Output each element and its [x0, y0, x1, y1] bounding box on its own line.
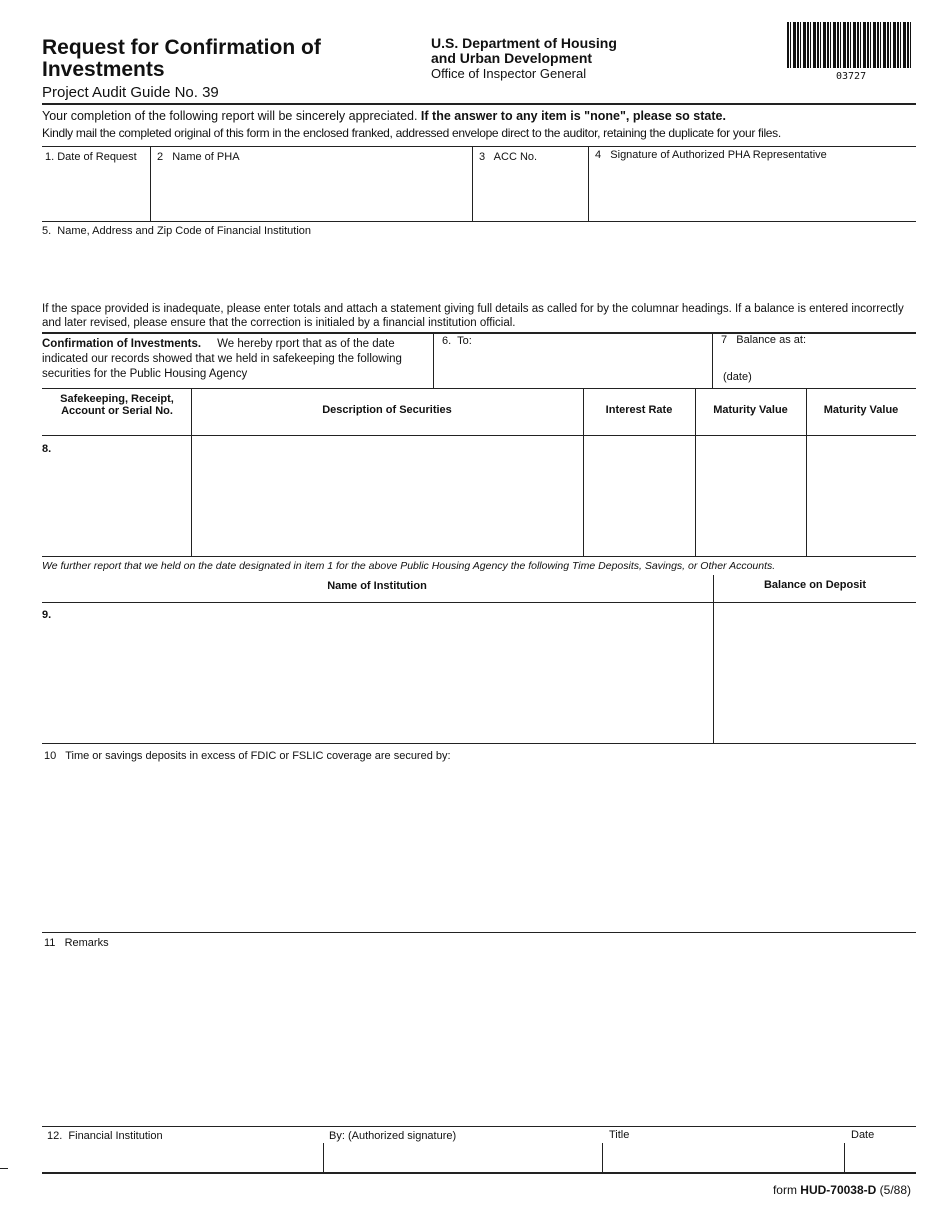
agency-name-line1: U.S. Department of Housing [431, 35, 617, 51]
to-label: 6. To: [442, 335, 472, 347]
row-9-label: 9. [42, 609, 52, 621]
pha-signature-label: 4 Signature of Authorized PHA Representative [595, 149, 827, 161]
intro-line2: Kindly mail the completed original of this form in the enclosed franked, addressed envelope direct to the auditor, retaining the duplicate for your files. [42, 126, 781, 140]
inadequate-space-note: If the space provided is inadequate, please enter totals and attach a statement giving full details as called for by the columnar headings. If a balance is entered incorrectly and later revised, please ensure that the correction is initialed by a financial institution official. [42, 303, 904, 329]
header-rule [42, 103, 916, 105]
balance-on-deposit-field[interactable] [715, 604, 915, 741]
confirmation-heading: Confirmation of Investments. [42, 338, 202, 350]
intro-line1-bold: If the answer to any item is "none", please so state. [420, 109, 726, 123]
financial-institution-address-label: 5. Name, Address and Zip Code of Financial Institution [42, 225, 312, 237]
description-field[interactable] [193, 437, 581, 554]
confirmation-statement [42, 337, 422, 382]
description-header: Description of Securities [322, 404, 452, 416]
name-of-pha-label: 2 Name of PHA [157, 151, 240, 163]
confirmation-text: We hereby rport that as of the date indicated our records showed that we held in safekeeping the following securities for the Public Housing Agency [42, 338, 406, 380]
title-field[interactable] [604, 1145, 842, 1171]
form-title-line1: Request for Confirmation of [42, 36, 321, 59]
financial-institution-field[interactable] [44, 1145, 321, 1171]
maturity-value-header-1: Maturity Value [713, 404, 788, 416]
barcode-number: 03727 [836, 71, 867, 82]
interest-rate-field[interactable] [585, 437, 693, 554]
date-label: Date [851, 1129, 875, 1141]
authorized-signature-label: By: (Authorized signature) [329, 1130, 457, 1142]
maturity-value-header-2: Maturity Value [823, 404, 899, 416]
deposits-secured-field[interactable] [42, 766, 916, 930]
further-report-note: We further report that we held on the date designated in item 1 for the above Public Housing Agency the following Time Deposits, Savings, or Other Accounts. [42, 560, 776, 572]
margin-tick [0, 1168, 8, 1169]
intro-line1-plain: Your completion of the following report will be sincerely appreciated. [42, 109, 421, 123]
to-field[interactable] [436, 350, 710, 386]
name-of-pha-field[interactable] [152, 166, 470, 220]
maturity-value-field-2[interactable] [808, 437, 915, 554]
form-number: form HUD-70038-D (5/88) [772, 1183, 911, 1197]
acc-no-label: 3 ACC No. [479, 151, 538, 163]
acc-no-field[interactable] [474, 166, 586, 220]
barcode-image [787, 22, 913, 68]
title-label: Title [609, 1129, 630, 1141]
form-title-line2: Investments [42, 58, 165, 81]
balance-on-deposit-header: Balance on Deposit [763, 579, 867, 591]
agency-name-line2: and Urban Development [431, 50, 593, 66]
safekeeping-header: Safekeeping, Receipt, Account or Serial No. [60, 393, 174, 417]
row-8-label: 8. [42, 443, 52, 455]
pha-signature-field[interactable] [590, 166, 914, 220]
remarks-field[interactable] [42, 953, 916, 1123]
date-field[interactable] [846, 1145, 916, 1171]
authorized-signature-field[interactable] [325, 1145, 600, 1171]
remarks-label: 11 Remarks [44, 937, 109, 949]
intro-line1 [42, 108, 916, 124]
financial-institution-address-field[interactable] [42, 240, 916, 295]
balance-date-label: (date) [723, 371, 752, 383]
maturity-value-field-1[interactable] [697, 437, 804, 554]
date-of-request-label: 1. Date of Request [45, 151, 137, 163]
interest-rate-header: Interest Rate [605, 404, 673, 416]
agency-office: Office of Inspector General [431, 66, 587, 81]
date-of-request-field[interactable] [44, 166, 148, 220]
name-of-institution-field[interactable] [60, 604, 711, 741]
safekeeping-field[interactable] [60, 437, 189, 554]
name-of-institution-header: Name of Institution [327, 580, 427, 592]
balance-date-field[interactable] [715, 350, 915, 386]
balance-as-at-label: 7 Balance as at: [721, 334, 806, 346]
deposits-secured-label: 10 Time or savings deposits in excess of FDIC or FSLIC coverage are secured by: [44, 750, 451, 762]
financial-institution-label: 12. Financial Institution [47, 1130, 163, 1142]
form-subtitle: Project Audit Guide No. 39 [42, 84, 219, 101]
